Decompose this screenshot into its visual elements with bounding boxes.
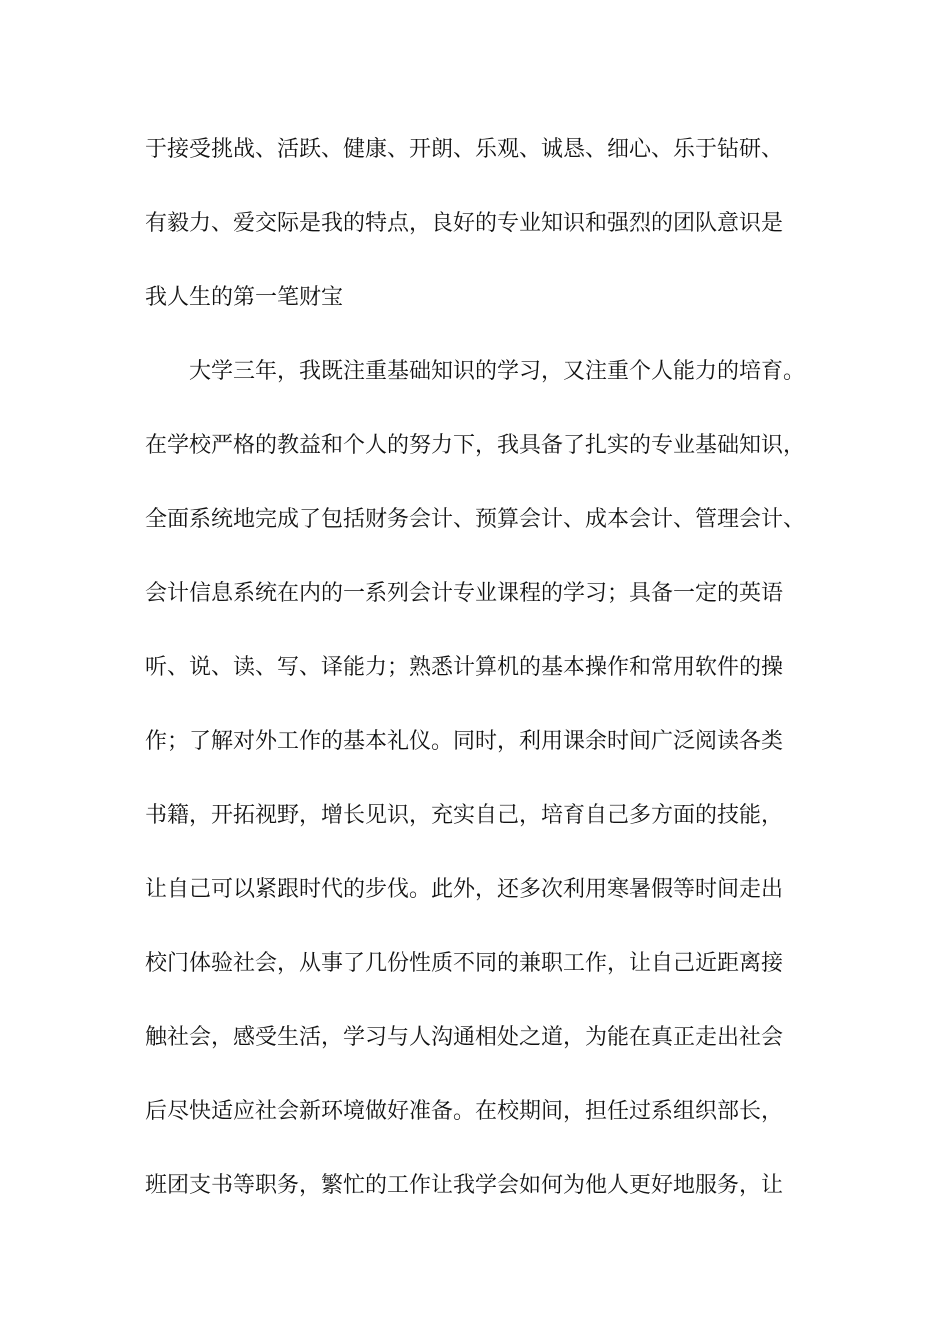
text-line: 我人生的第一笔财宝 <box>145 285 344 310</box>
text-line: 在学校严格的教益和个人的努力下，我具备了扎实的专业基础知识， <box>145 433 806 458</box>
text-line: 有毅力、爱交际是我的特点，良好的专业知识和强烈的团队意识是 <box>145 211 784 236</box>
text-line: 听、说、读、写、译能力；熟悉计算机的基本操作和常用软件的操 <box>145 655 784 680</box>
paragraph-first-line: 大学三年，我既注重基础知识的学习，又注重个人能力的培育。 <box>189 359 806 384</box>
text-line: 会计信息系统在内的一系列会计专业课程的学习；具备一定的英语 <box>145 581 784 606</box>
text-line: 作；了解对外工作的基本礼仪。同时，利用课余时间广泛阅读各类 <box>145 729 784 754</box>
text-line: 书籍，开拓视野，增长见识，充实自己，培育自己多方面的技能， <box>145 803 784 828</box>
text-line: 让自己可以紧跟时代的步伐。此外，还多次利用寒暑假等时间走出 <box>145 877 784 902</box>
text-line: 后尽快适应社会新环境做好准备。在校期间，担任过系组织部长， <box>145 1099 784 1124</box>
document-body <box>145 130 845 1240</box>
text-line: 班团支书等职务，繁忙的工作让我学会如何为他人更好地服务，让 <box>145 1173 784 1198</box>
text-line: 校门体验社会，从事了几份性质不同的兼职工作，让自己近距离接 <box>145 951 784 976</box>
text-line: 于接受挑战、活跃、健康、开朗、乐观、诚恳、细心、乐于钻研、 <box>145 137 784 162</box>
text-line: 全面系统地完成了包括财务会计、预算会计、成本会计、管理会计、 <box>145 507 806 532</box>
text-line: 触社会，感受生活，学习与人沟通相处之道，为能在真正走出社会 <box>145 1025 784 1050</box>
